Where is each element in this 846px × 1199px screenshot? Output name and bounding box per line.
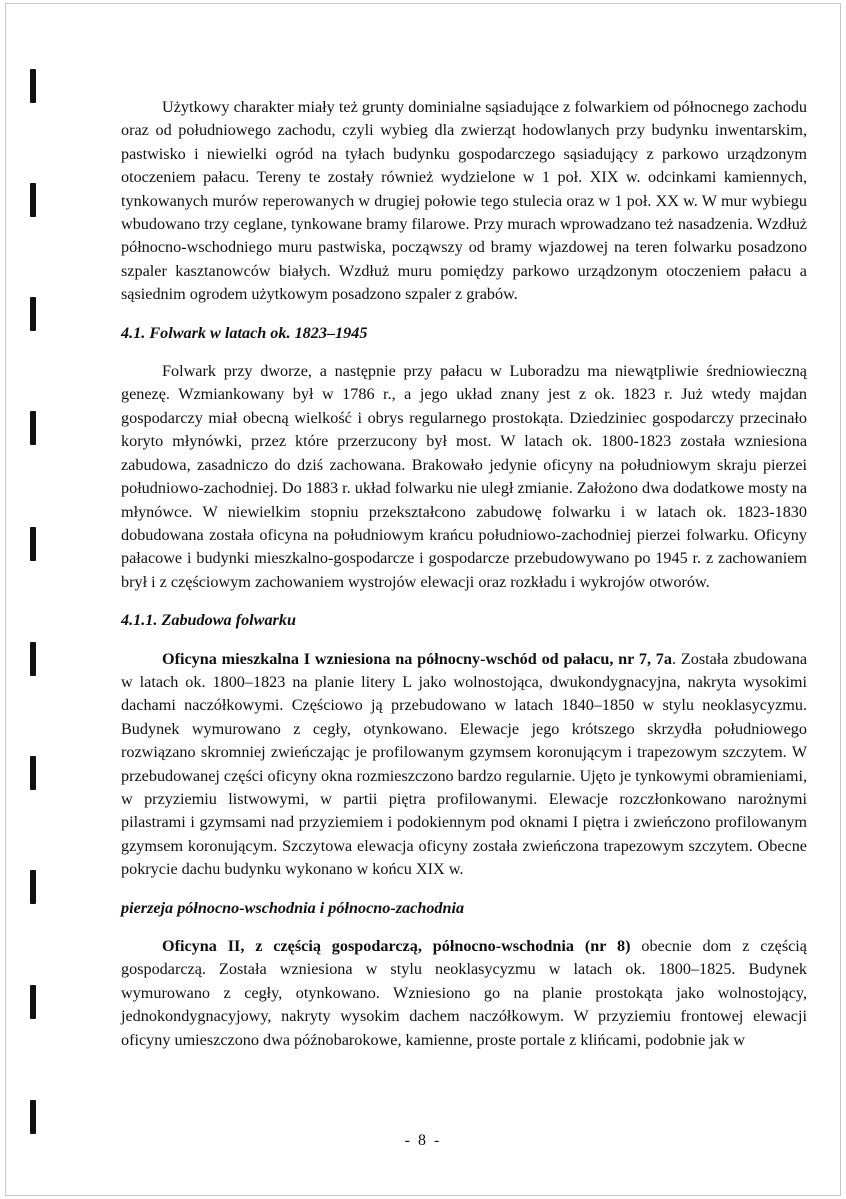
binding-mark: [30, 69, 36, 103]
binding-mark: [30, 985, 36, 1019]
page-number: - 8 -: [404, 1132, 442, 1149]
section-heading-folwark: 4.1. Folwark w latach ok. 1823–1945: [121, 323, 368, 342]
binding-mark: [30, 1100, 36, 1134]
oficyna-ii-text: obecnie dom z częścią gospodarczą. Została wzniesiona w stylu neoklasycyzmu w latach ok. 1800–1825. Budynek wymurowano z cegły, otynkowano. Wzniesiono go na planie prostokąta jako wolnostojący, jednokondygnacyjowy, nakryty wysokim dachem naczółkowym. W przyziemiu frontowej elewacji oficyny umieszczono dwa późnobarokowe, kamienne, proste portale z klińcami, podobnie jak w: [121, 937, 807, 1049]
paragraph-oficyna-ii: [121, 935, 807, 1052]
oficyna-i-text: . Została zbudowana w latach ok. 1800–1823 na planie litery L jako wolnostojąca, dwukondygnacyjna, nakryta wysokimi dachami naczółkowymi. Częściowo ją przebudowano w latach 1840–1850 w stylu neoklasycyzmu. Budynek wymurowano z cegły, otynkowano. Elewacje jego krótszego skrzydła południowego rozwiązano skromniej zwieńczając je profilowanym gzymsem koronującym i trapezowym szczytem. W przebudowanej części oficyny okna rozmieszczono bardzo regularnie. Ujęto je tynkowymi obramieniami, w przyziemiu listwowymi, w partii piętra profilowanymi. Elewacje rozczłonkowano narożnymi pilastrami i gzymsami nad przyziemiem i podokiennym pod oknami I piętra i zwieńczono profilowanym gzymsem koronującym. Szczytowa elewacja oficyny została zwieńczona trapezowym szczytem. Obecne pokrycie dachu budynku wykonano w końcu XIX w.: [121, 649, 808, 879]
paragraph-grunty-dominialne: Użytkowy charakter miały też grunty dominialne sąsiadujące z folwarkiem od północnego zachodu oraz od południowego zachodu, czyli wybieg dla zwierząt hodowlanych przy budynku inwentarskim, pastwisko i niewielki ogród na tyłach budynku gospodarczego sąsiadujący z parkowo urządzonym otoczeniem pałacu. Tereny te zostały również wydzielone w 1 poł. XIX w. odcinkami kamiennych, tynkowanych murów reperowanych w drugiej połowie tego stulecia oraz w 1 poł. XX w. W mur wybiegu wbudowano trzy ceglane, tynkowane bramy filarowe. Przy murach wprowadzano też nasadzenia. Wzdłuż północno-wschodniego muru pastwiska, począwszy od bramy wjazdowej na teren folwarku posadzono szpaler kasztanowców białych. Wzdłuż muru pomiędzy parkowo urządzonym otoczeniem pałacu a sąsiednim ogrodem użytkowym posadzono szpaler z grabów.: [121, 98, 807, 304]
paragraph-folwark-history: Folwark przy dworze, a następnie przy pałacu w Luboradzu ma niewątpliwie średniowieczną genezę. Wzmiankowany był w 1786 r., a jego układ znany jest z ok. 1823 r. Już wtedy majdan gospodarczy miał obecną wielkość i obrys regularnego prostokąta. Dziedziniec gospodarczy przecinało koryto młynówki, przez które przerzucony był most. W latach ok. 1800-1823 została wzniesiona zabudowa, zasadniczo do dziś zachowana. Brakowało jedynie oficyny na południowym skraju pierzei południowo-zachodniej. Do 1883 r. układ folwarku nie uległ zmianie. Założono dwa dodatkowe mosty na młynówce. W niewielkim stopniu przekształcono zabudowę folwarku i w latach ok. 1823-1830 dobudowana została oficyna na południowym krańcu południowo-zachodniej pierzei folwarku. Oficyny pałacowe i budynki mieszkalno-gospodarcze i gospodarcze przebudowywano po 1945 r. z zachowaniem brył i z częściowym zachowaniem wystrojów elewacji oraz rozkładu i wykrojów otworów.: [121, 362, 807, 591]
paragraph-oficyna-i: [121, 648, 807, 882]
subsection-heading-zabudowa: 4.1.1. Zabudowa folwarku: [121, 611, 296, 630]
binding-mark: [30, 527, 36, 561]
subheading-pierzeja: pierzeja północno-wschodnia i północno-zachodnia: [121, 898, 465, 917]
document-body: [121, 96, 807, 1052]
oficyna-ii-title: Oficyna II, z częścią gospodarczą, północno-wschodnia (nr 8): [162, 937, 631, 955]
binding-mark: [30, 411, 36, 445]
oficyna-i-title: Oficyna mieszkalna I wzniesiona na północny-wschód od pałacu, nr 7, 7a: [162, 649, 672, 668]
binding-mark: [30, 870, 36, 904]
binding-mark: [30, 756, 36, 790]
binding-mark: [30, 297, 36, 331]
binding-mark: [30, 642, 36, 676]
binding-mark: [30, 183, 36, 217]
